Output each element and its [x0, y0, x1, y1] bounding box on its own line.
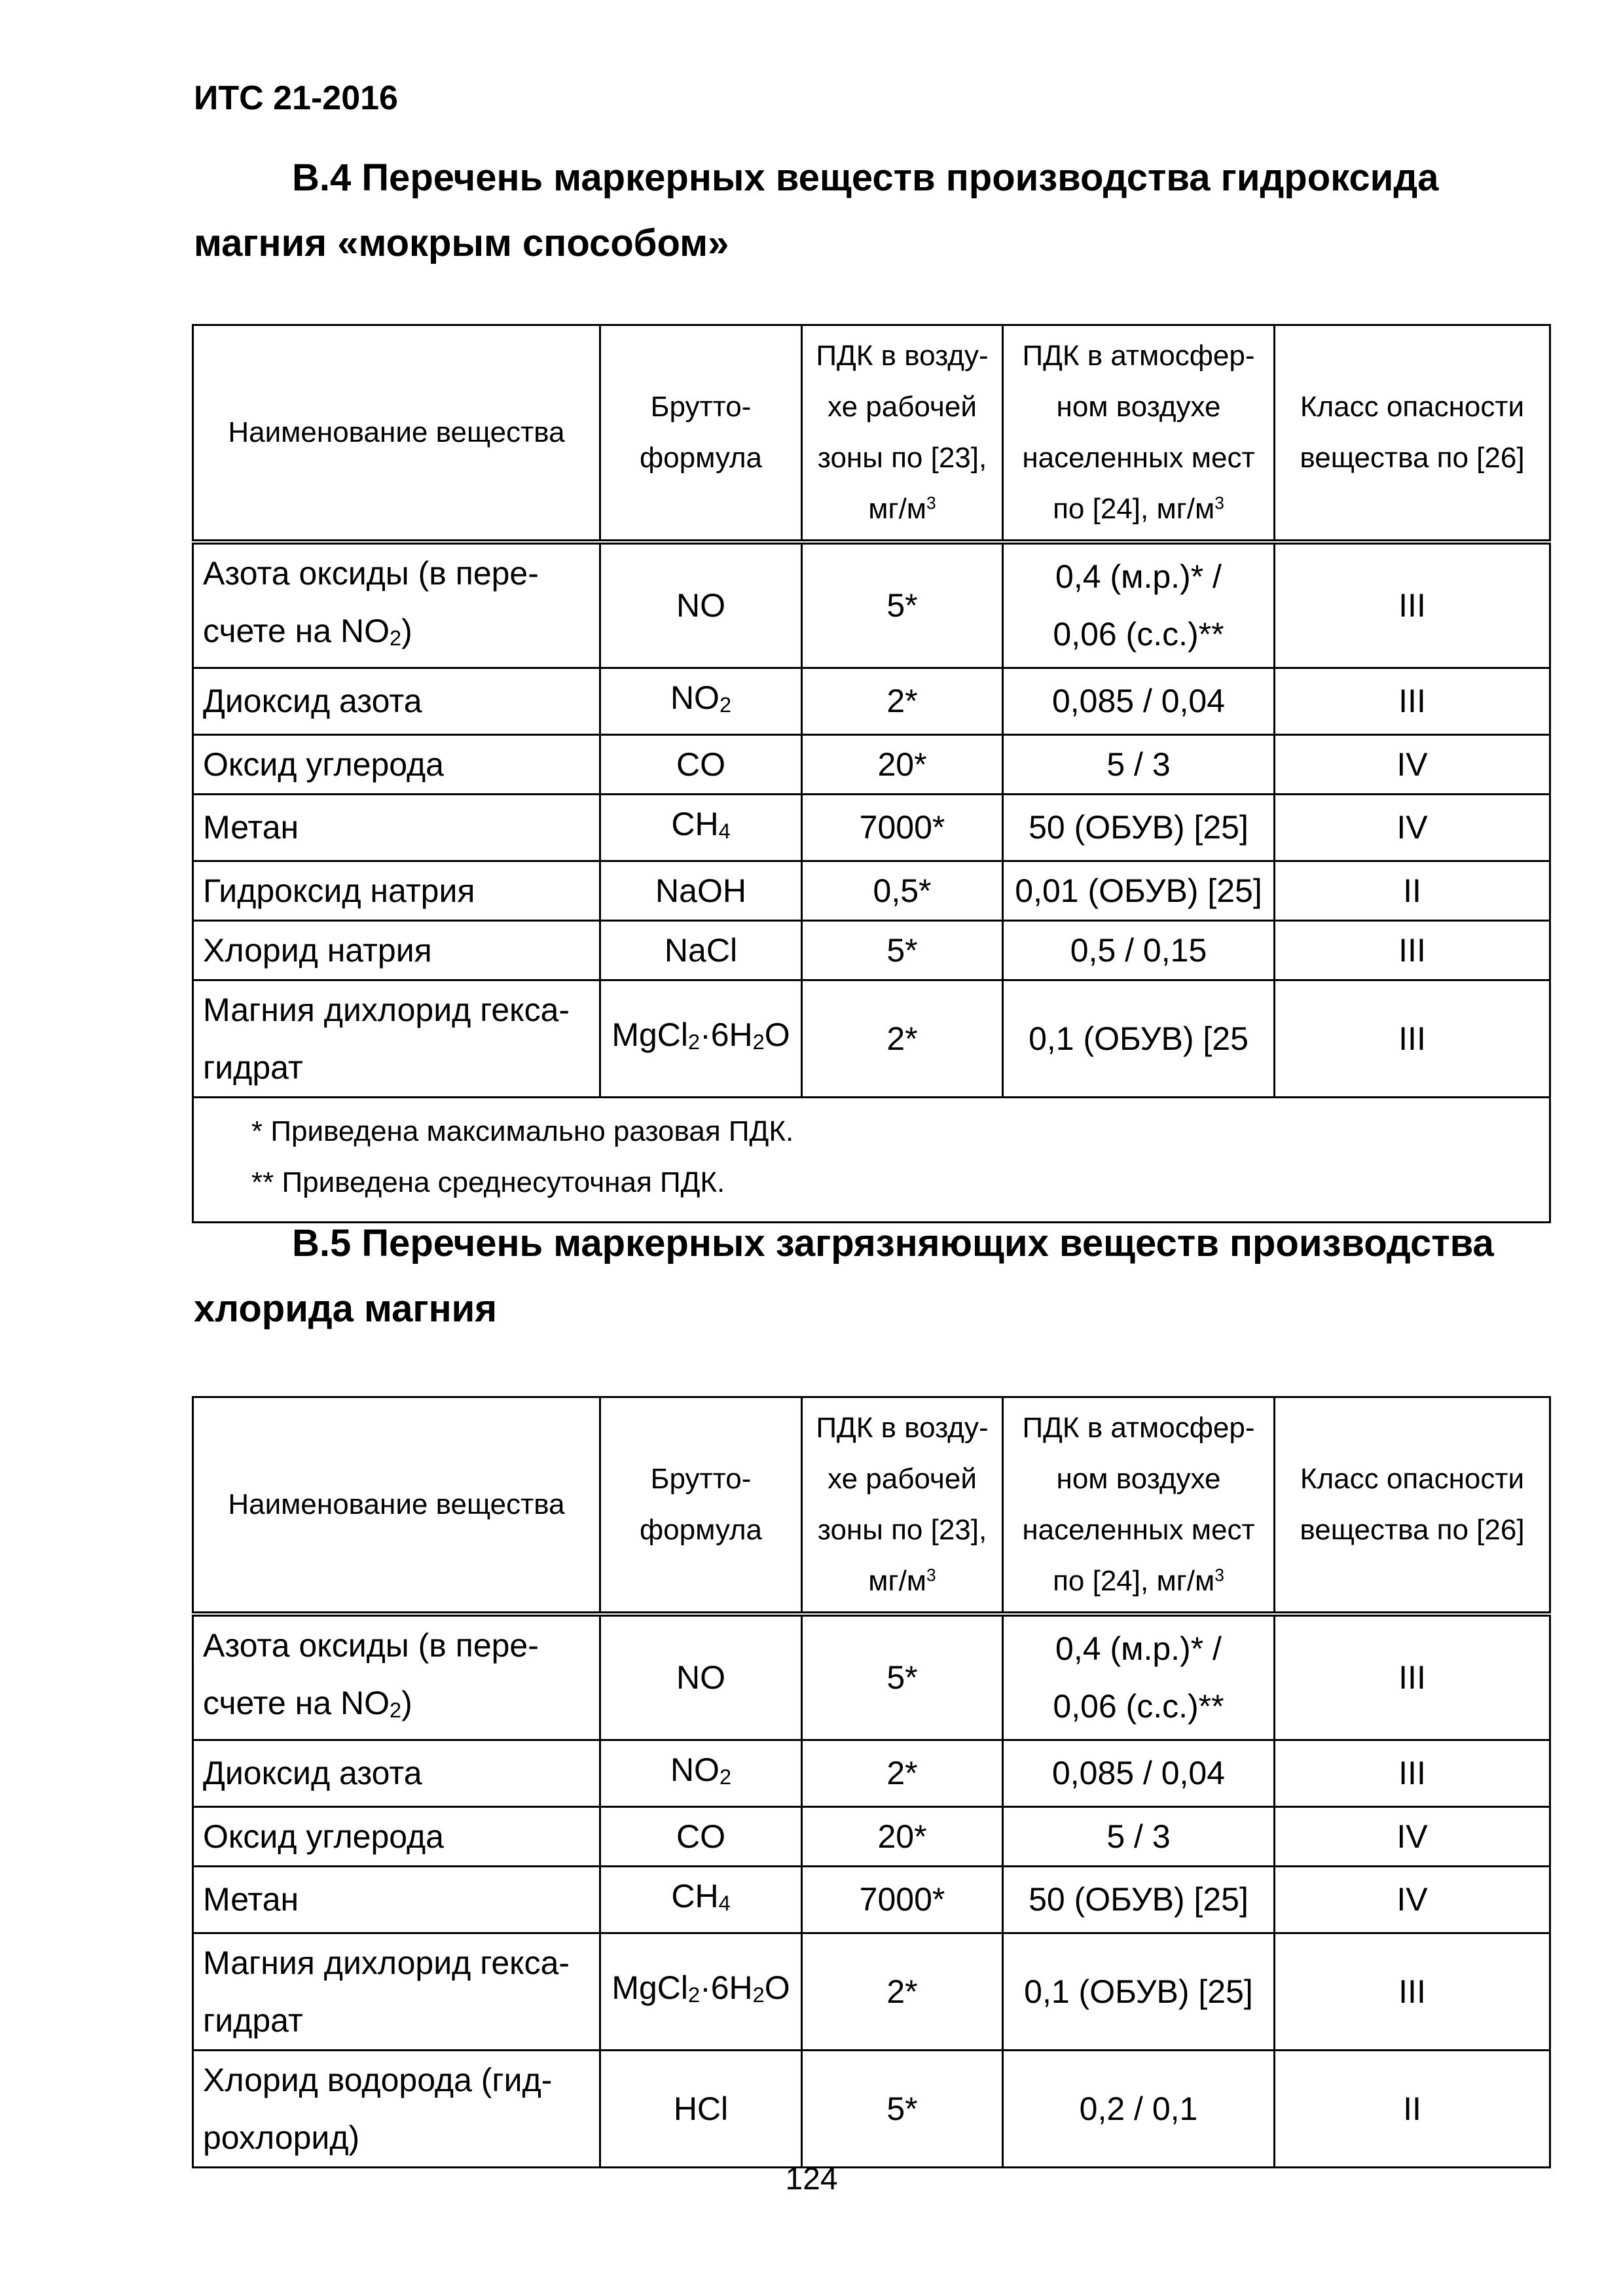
cell-formula: NaOH — [600, 861, 802, 920]
cell-pdk-workzone: 2* — [802, 980, 1003, 1097]
cell-hazard-class: IV — [1275, 1806, 1550, 1866]
cell-name: Оксид углерода — [193, 1806, 600, 1866]
table-row — [193, 861, 1550, 920]
cell-name: Оксид углерода — [193, 734, 600, 794]
cell-formula: CO — [600, 734, 802, 794]
header-formula: Брутто- формула — [600, 1397, 802, 1615]
cell-formula: CO — [600, 1806, 802, 1866]
table-notes — [193, 1097, 1550, 1222]
cell-formula: $CH_4$ — [600, 1866, 802, 1933]
page-number: 124 — [785, 2162, 838, 2197]
cell-pdk-atmosphere: 0,1 (ОБУВ) [25 — [1003, 980, 1275, 1097]
cell-formula: NO — [600, 542, 802, 668]
cell-formula: $CH_4$ — [600, 794, 802, 861]
header-pdk-workzone: ПДК в возду- хе рабочей зоны по [23], $мг/м^3$ — [802, 1397, 1003, 1615]
header-substance-name: Наименование вещества — [193, 1397, 600, 1615]
cell-name: Азота оксиды (в пере- счете на $NO_2$) — [193, 542, 600, 668]
cell-formula: $MgCl_2\cdot 6H_2O$ — [600, 980, 802, 1097]
cell-hazard-class: III — [1275, 668, 1550, 734]
cell-pdk-atmosphere: 0,4 (м.р.)* / 0,06 (с.с.)** — [1003, 542, 1275, 668]
section-b5-title: В.5 Перечень маркерных загрязняющих веществ производства хлорида магния — [194, 1222, 1494, 1330]
cell-name: Диоксид азота — [193, 1740, 600, 1806]
cell-name: Метан — [193, 1866, 600, 1933]
cell-hazard-class: III — [1275, 920, 1550, 980]
table-header-row — [193, 325, 1550, 543]
table-notes-row — [193, 1097, 1550, 1222]
cell-hazard-class: II — [1275, 861, 1550, 920]
table-row — [193, 542, 1550, 668]
document-code: ИТС 21-2016 — [194, 79, 398, 117]
cell-pdk-workzone: 20* — [802, 1806, 1003, 1866]
header-hazard-class: Класс опасности вещества по [26] — [1275, 325, 1550, 543]
cell-formula: $NO_2$ — [600, 1740, 802, 1806]
table-header-row — [193, 1397, 1550, 1615]
cell-formula: $MgCl_2\cdot 6H_2O$ — [600, 1933, 802, 2050]
cell-name: Хлорид водорода (гид- рохлорид) — [193, 2050, 600, 2167]
header-pdk-atmosphere: ПДК в атмосфер- ном воздухе населенных мест по [24], $мг/м^3$ — [1003, 1397, 1275, 1615]
header-formula: Брутто- формула — [600, 325, 802, 543]
cell-name: Диоксид азота — [193, 668, 600, 734]
header-hazard-class: Класс опасности вещества по [26] — [1275, 1397, 1550, 1615]
table-row — [193, 1740, 1550, 1806]
cell-pdk-workzone: 7000* — [802, 794, 1003, 861]
cell-formula: $NO_2$ — [600, 668, 802, 734]
cell-pdk-workzone: 2* — [802, 1740, 1003, 1806]
cell-pdk-atmosphere: 50 (ОБУВ) [25] — [1003, 1866, 1275, 1933]
table-row — [193, 980, 1550, 1097]
cell-pdk-atmosphere: 0,01 (ОБУВ) [25] — [1003, 861, 1275, 920]
cell-pdk-atmosphere: 0,1 (ОБУВ) [25] — [1003, 1933, 1275, 2050]
table-row — [193, 2050, 1550, 2167]
cell-hazard-class: III — [1275, 980, 1550, 1097]
cell-hazard-class: IV — [1275, 1866, 1550, 1933]
table-row — [193, 1614, 1550, 1740]
cell-hazard-class: III — [1275, 1933, 1550, 2050]
table-row — [193, 1806, 1550, 1866]
table-row — [193, 1866, 1550, 1933]
cell-pdk-workzone: 5* — [802, 920, 1003, 980]
cell-name: Магния дихлорид гекса- гидрат — [193, 1933, 600, 2050]
cell-formula: HCl — [600, 2050, 802, 2167]
table-b4 — [192, 324, 1551, 1223]
header-substance-name: Наименование вещества — [193, 325, 600, 543]
table-row — [193, 794, 1550, 861]
cell-name: Гидроксид натрия — [193, 861, 600, 920]
table-b5 — [192, 1396, 1551, 2168]
header-pdk-atmosphere: ПДК в атмосфер- ном воздухе населенных мест по [24], $мг/м^3$ — [1003, 325, 1275, 543]
cell-pdk-workzone: 5* — [802, 542, 1003, 668]
cell-pdk-workzone: 5* — [802, 1614, 1003, 1740]
cell-pdk-atmosphere: 5 / 3 — [1003, 1806, 1275, 1866]
footnote-max-single: * Приведена максимально разовая ПДК. — [251, 1115, 794, 1147]
cell-hazard-class: III — [1275, 1740, 1550, 1806]
cell-pdk-workzone: 0,5* — [802, 861, 1003, 920]
footnote-daily-average: ** Приведена среднесуточная ПДК. — [251, 1166, 725, 1198]
section-b4-title: В.4 Перечень маркерных веществ производства гидроксида магния «мокрым способом» — [194, 156, 1439, 264]
cell-pdk-atmosphere: 0,2 / 0,1 — [1003, 2050, 1275, 2167]
table-row — [193, 734, 1550, 794]
cell-pdk-workzone: 7000* — [802, 1866, 1003, 1933]
cell-hazard-class: III — [1275, 1614, 1550, 1740]
cell-pdk-atmosphere: 5 / 3 — [1003, 734, 1275, 794]
cell-hazard-class: IV — [1275, 794, 1550, 861]
table-row — [193, 668, 1550, 734]
cell-formula: NaCl — [600, 920, 802, 980]
cell-pdk-atmosphere: 0,085 / 0,04 — [1003, 668, 1275, 734]
cell-pdk-atmosphere: 0,085 / 0,04 — [1003, 1740, 1275, 1806]
header-pdk-workzone: ПДК в возду- хе рабочей зоны по [23], $мг/м^3$ — [802, 325, 1003, 543]
cell-pdk-atmosphere: 50 (ОБУВ) [25] — [1003, 794, 1275, 861]
cell-pdk-workzone: 2* — [802, 668, 1003, 734]
cell-pdk-workzone: 5* — [802, 2050, 1003, 2167]
cell-hazard-class: IV — [1275, 734, 1550, 794]
cell-formula: NO — [600, 1614, 802, 1740]
cell-name: Метан — [193, 794, 600, 861]
table-row — [193, 920, 1550, 980]
cell-name: Хлорид натрия — [193, 920, 600, 980]
cell-name: Азота оксиды (в пере- счете на $NO_2$) — [193, 1614, 600, 1740]
cell-pdk-atmosphere: 0,5 / 0,15 — [1003, 920, 1275, 980]
table-row — [193, 1933, 1550, 2050]
cell-pdk-atmosphere: 0,4 (м.р.)* / 0,06 (с.с.)** — [1003, 1614, 1275, 1740]
cell-hazard-class: II — [1275, 2050, 1550, 2167]
cell-pdk-workzone: 20* — [802, 734, 1003, 794]
cell-name: Магния дихлорид гекса- гидрат — [193, 980, 600, 1097]
cell-pdk-workzone: 2* — [802, 1933, 1003, 2050]
cell-hazard-class: III — [1275, 542, 1550, 668]
